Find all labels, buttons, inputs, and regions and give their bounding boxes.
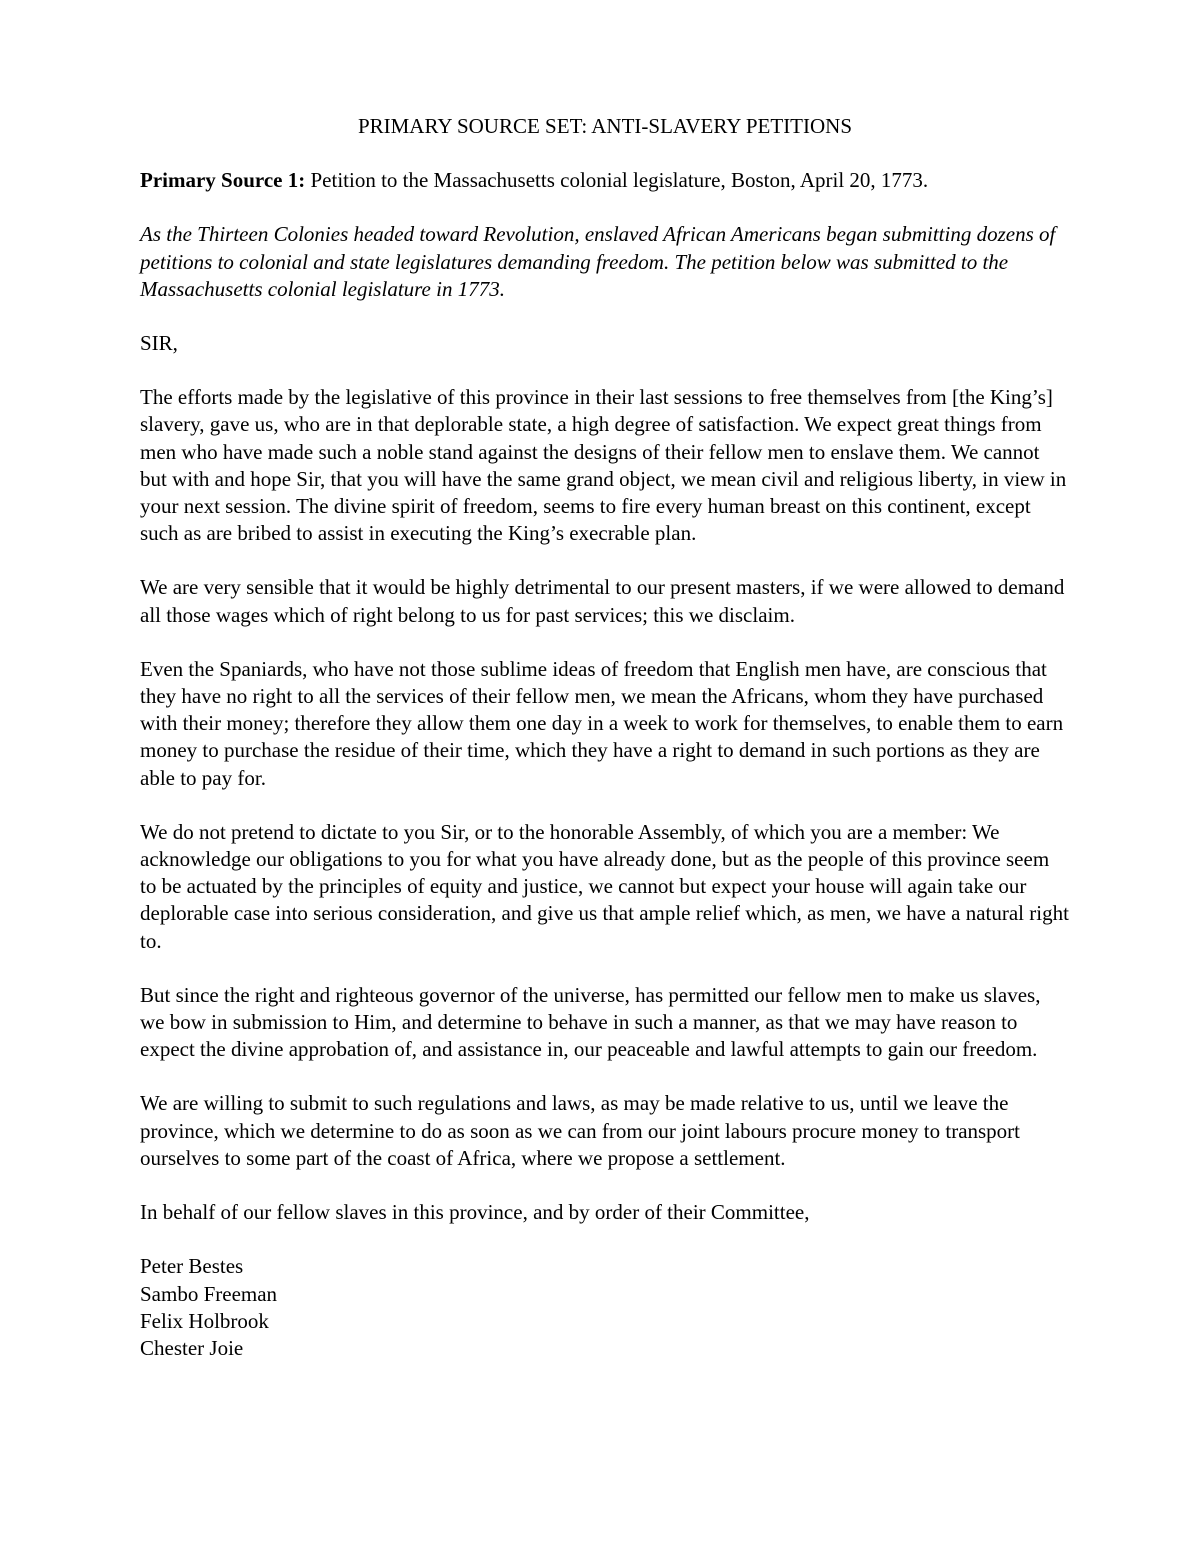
- document-title: PRIMARY SOURCE SET: ANTI-SLAVERY PETITIONS: [357, 114, 853, 138]
- signature-name: Sambo Freeman: [140, 1281, 278, 1306]
- primary-source-label: Primary Source 1:: [140, 168, 306, 193]
- body-paragraph-1: The efforts made by the legislative of this province in their last sessions to free themselves from [the King’s] slavery, gave us, who are in that deplorable state, a high degree of satisfaction. We expect great things from men who have made such a noble stand against the designs of their fellow men to enslave them. We cannot but with and hope Sir, that you will have the same grand object, we mean civil and religious liberty, in view in your next session. The divine spirit of freedom, seems to fire every human breast on this continent, except such as are bribed to assist in executing the King’s execrable plan.: [140, 385, 1067, 546]
- body-paragraph-5: But since the right and righteous governor of the universe, has permitted our fellow men to make us slaves, we bow in submission to Him, and determine to behave in such a manner, as that we may have reason to expect the divine approbation of, and assistance in, our peaceable and lawful attempts to gain our freedom.: [140, 982, 1041, 1062]
- intro-paragraph: As the Thirteen Colonies headed toward Revolution, enslaved African Americans began submitting dozens of petitions to colonial and state legislatures demanding freedom. The petition below was submitted to the Massachusetts colonial legislature in 1773.: [140, 222, 1056, 301]
- body-paragraph-6: We are willing to submit to such regulations and laws, as may be made relative to us, until we leave the province, which we determine to do as soon as we can from our joint labours procure money to transport ourselves to some part of the coast of Africa, where we propose a settlement.: [140, 1091, 1021, 1170]
- closing-paragraph: In behalf of our fellow slaves in this province, and by order of their Committee,: [140, 1200, 810, 1225]
- signature-name: Peter Bestes: [140, 1254, 244, 1279]
- primary-source-line: [140, 167, 1070, 194]
- body-paragraph-3: Even the Spaniards, who have not those sublime ideas of freedom that English men have, are conscious that they have no right to all the services of their fellow men, we mean the Africans, whom they have purchased with their money; therefore they allow them one day in a week to work for themselves, to enable them to earn money to purchase the residue of their time, which they have a right to demand in such portions as they are able to pay for.: [140, 656, 1064, 790]
- signature-list: [140, 1253, 1070, 1362]
- signature-name: Felix Holbrook: [140, 1308, 269, 1333]
- salutation: SIR,: [140, 331, 178, 356]
- body-paragraph-2: We are very sensible that it would be highly detrimental to our present masters, if we were allowed to demand all those wages which of right belong to us for past services; this we disclaim.: [140, 575, 1065, 627]
- signature-name: Chester Joie: [140, 1335, 244, 1360]
- primary-source-description: Petition to the Massachusetts colonial legislature, Boston, April 20, 1773.: [305, 168, 929, 193]
- body-paragraph-4: We do not pretend to dictate to you Sir, or to the honorable Assembly, of which you are a member: We acknowledge our obligations to you for what you have already done, but as the people of this province seem to be actuated by the principles of equity and justice, we cannot but expect your house will again take our deplorable case into serious consideration, and give us that ample relief which, as men, we have a natural right to.: [140, 819, 1069, 953]
- document-content: [140, 113, 1070, 1362]
